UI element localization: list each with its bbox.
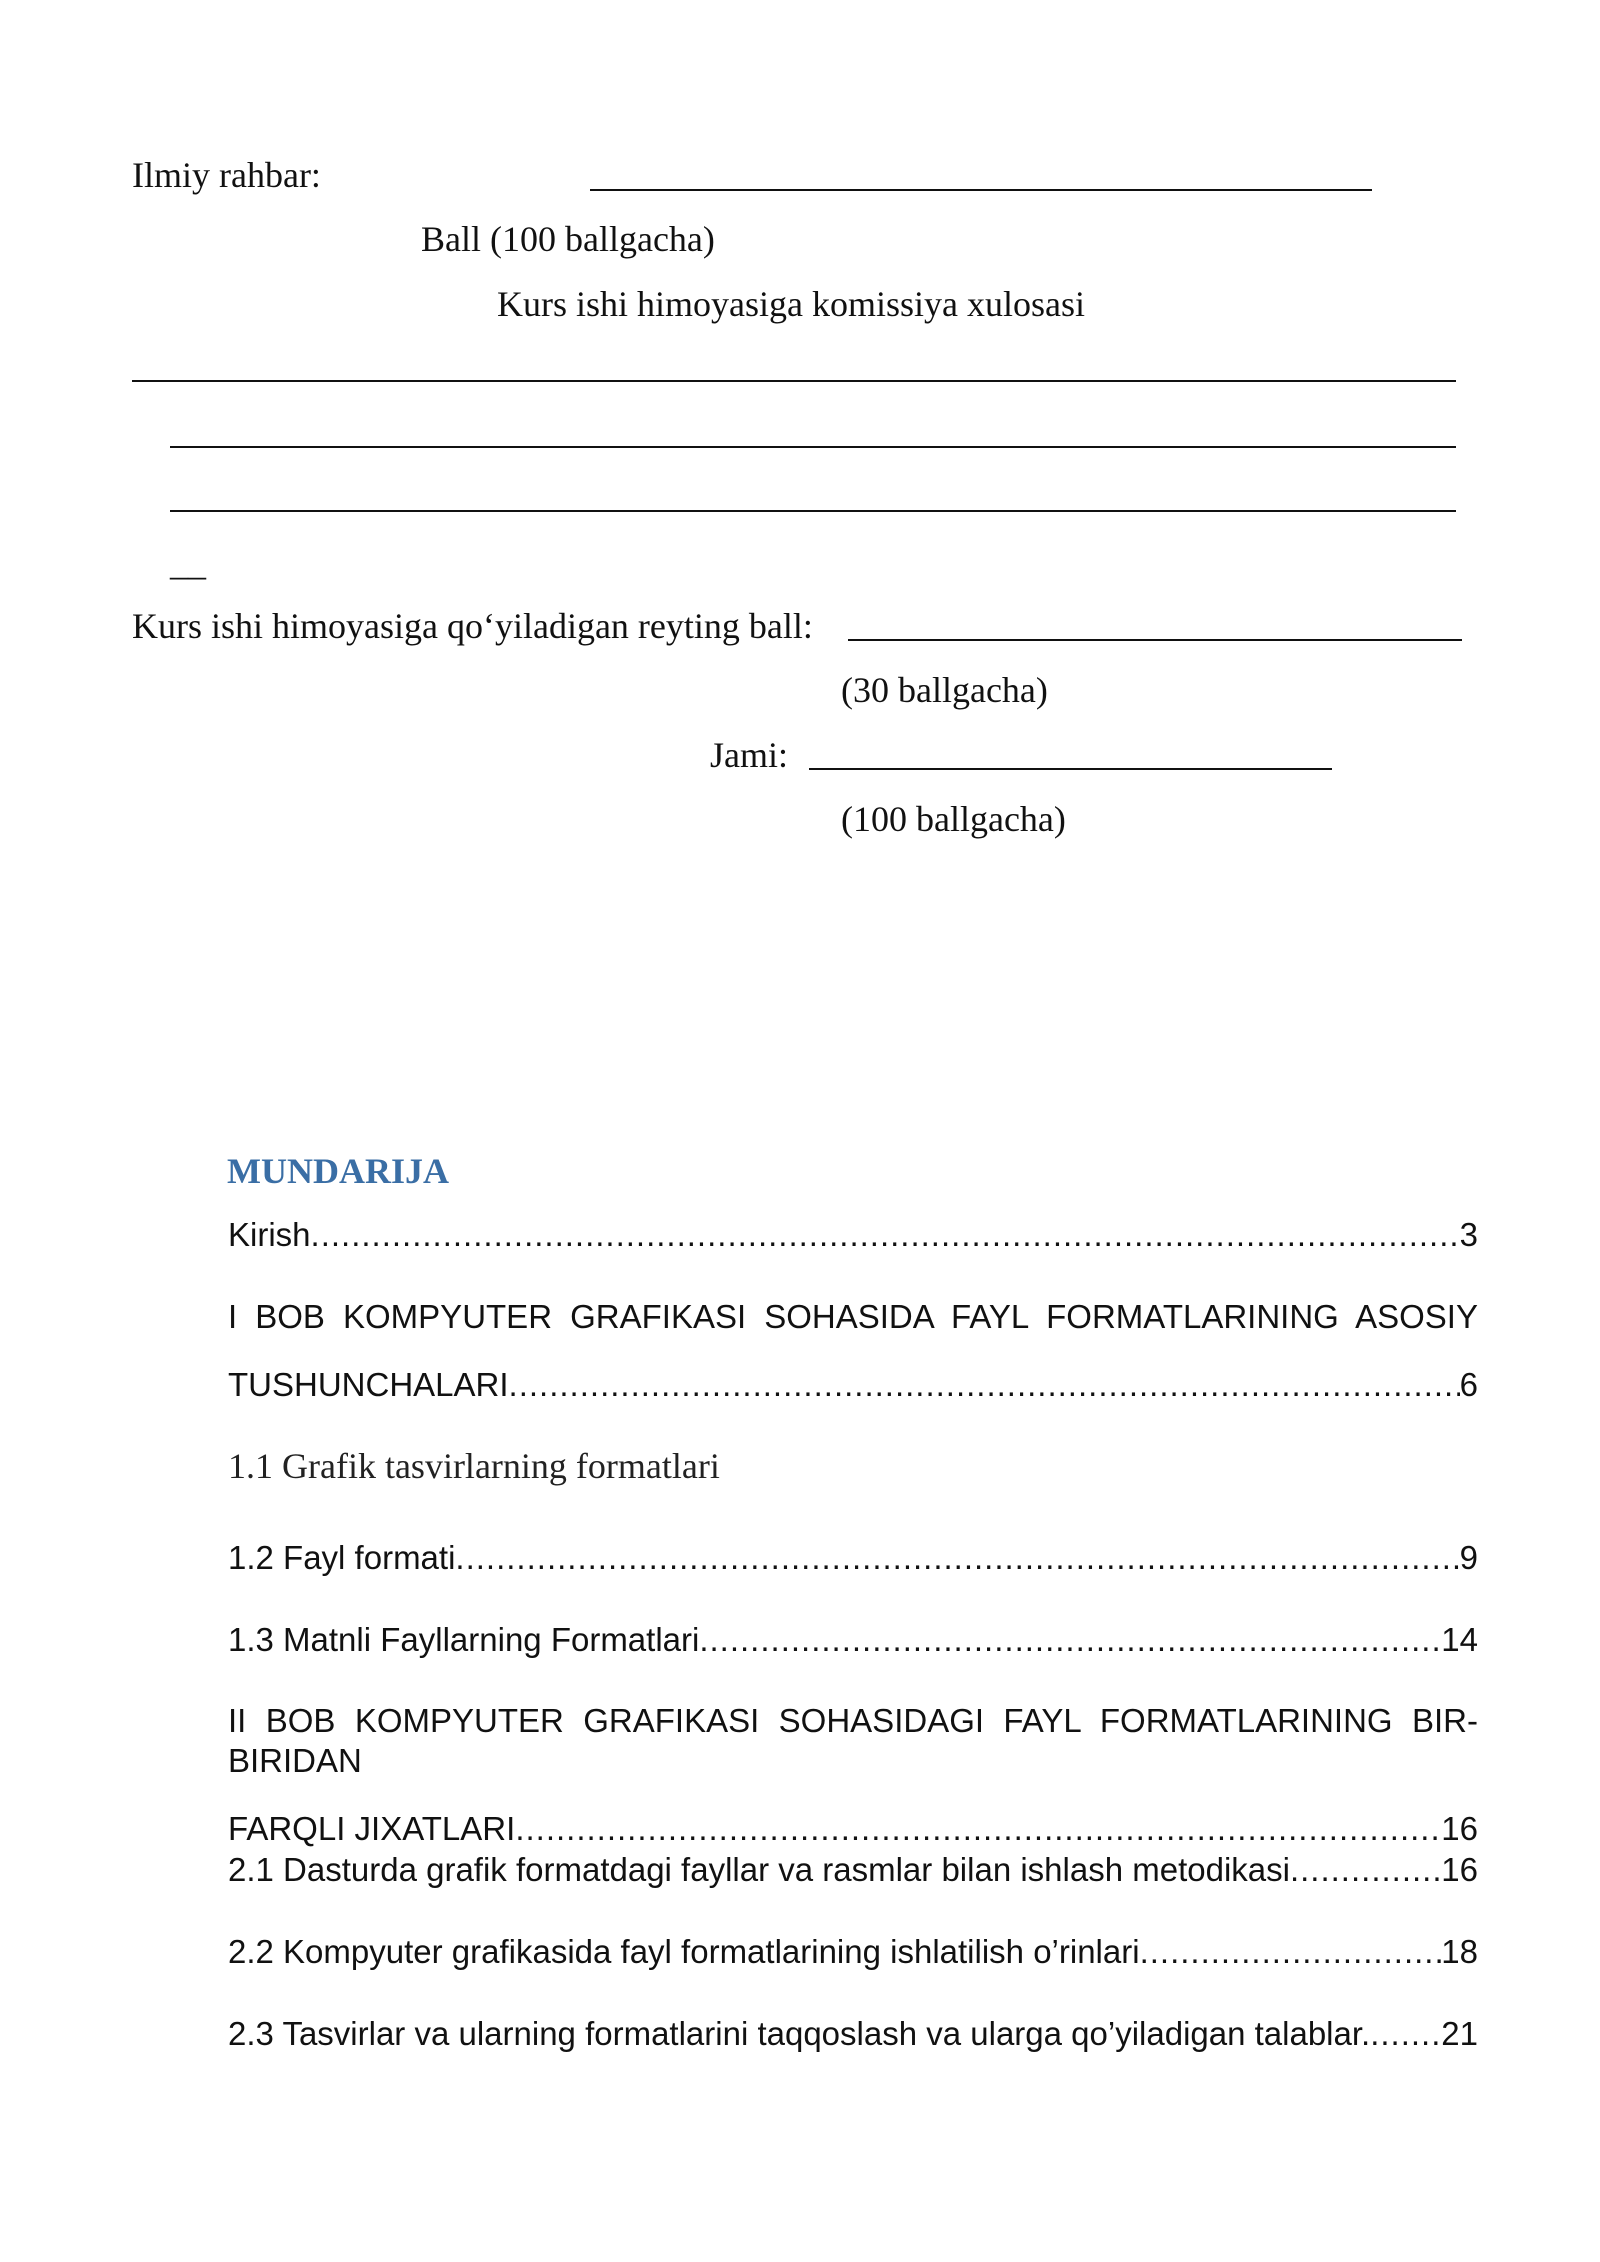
commission-line-3 <box>170 510 1456 512</box>
commission-line-1 <box>132 380 1456 382</box>
toc-heading: MUNDARIJA <box>227 1151 449 1191</box>
total-line <box>809 768 1332 770</box>
toc-entry-title: TUSHUNCHALARI <box>228 1366 509 1403</box>
toc-entry[interactable] <box>228 2014 1478 2054</box>
commission-line-2 <box>170 446 1456 448</box>
toc-entry-title: FARQLI JIXATLARI <box>228 1810 516 1847</box>
toc-entry[interactable] <box>228 1932 1478 1972</box>
commission-line-dash: __ <box>170 543 206 583</box>
commission-title: Kurs ishi himoyasiga komissiya xulosasi <box>497 284 1085 324</box>
toc-entry-title: 1.3 Matnli Fayllarning Formatlari <box>228 1621 700 1658</box>
toc-entry[interactable] <box>228 1446 1478 1486</box>
toc-entry-page: 3 <box>1459 1216 1478 1253</box>
toc-entry[interactable] <box>228 1850 1478 1890</box>
toc-entry-title: 1.2 Fayl formati <box>228 1539 456 1576</box>
toc-entry-page: 6 <box>1459 1366 1478 1403</box>
toc-entry-page: 16 <box>1441 1851 1478 1888</box>
rating-line <box>848 639 1462 641</box>
toc-entry-page: 14 <box>1441 1621 1478 1658</box>
toc-entry-title: 1.1 Grafik tasvirlarning formatlari <box>228 1446 720 1486</box>
toc-entry-title-line1: I BOB KOMPYUTER GRAFIKASI SOHASIDA FAYL FORMATLARINING ASOSIY <box>228 1298 1478 1335</box>
toc-entry-page: 18 <box>1441 1933 1478 1970</box>
toc-entry-page: 16 <box>1441 1810 1478 1847</box>
toc-entry[interactable] <box>228 1297 1478 1405</box>
rating-label: Kurs ishi himoyasiga qo‘yiladigan reyting ball: <box>132 606 813 646</box>
toc-entry-title: Kirish <box>228 1216 311 1253</box>
ball-note: Ball (100 ballgacha) <box>421 219 715 259</box>
total-label: Jami: <box>710 735 788 775</box>
advisor-label: Ilmiy rahbar: <box>132 155 321 195</box>
toc-entry[interactable] <box>228 1620 1478 1660</box>
toc-entry-title: 2.3 Tasvirlar va ularning formatlarini taqqoslash va ularga qo’yiladigan talablar. <box>228 2015 1371 2052</box>
toc-entry-title: 2.1 Dasturda grafik formatdagi fayllar va rasmlar bilan ishlash metodikasi <box>228 1851 1290 1888</box>
toc-entry[interactable] <box>228 1538 1478 1578</box>
rating-note: (30 ballgacha) <box>841 670 1048 710</box>
toc-entry-title-line1: II BOB KOMPYUTER GRAFIKASI SOHASIDAGI FAYL FORMATLARINING BIR-BIRIDAN <box>228 1702 1478 1779</box>
toc-entry-page: 21 <box>1441 2015 1478 2052</box>
toc-entry[interactable] <box>228 1701 1478 1849</box>
toc-entry-page: 9 <box>1459 1539 1478 1576</box>
toc-entry-title: 2.2 Kompyuter grafikasida fayl formatlarining ishlatilish o’rinlari <box>228 1933 1140 1970</box>
advisor-signature-line <box>590 189 1372 191</box>
toc-entry[interactable] <box>228 1215 1478 1255</box>
total-note: (100 ballgacha) <box>841 799 1066 839</box>
